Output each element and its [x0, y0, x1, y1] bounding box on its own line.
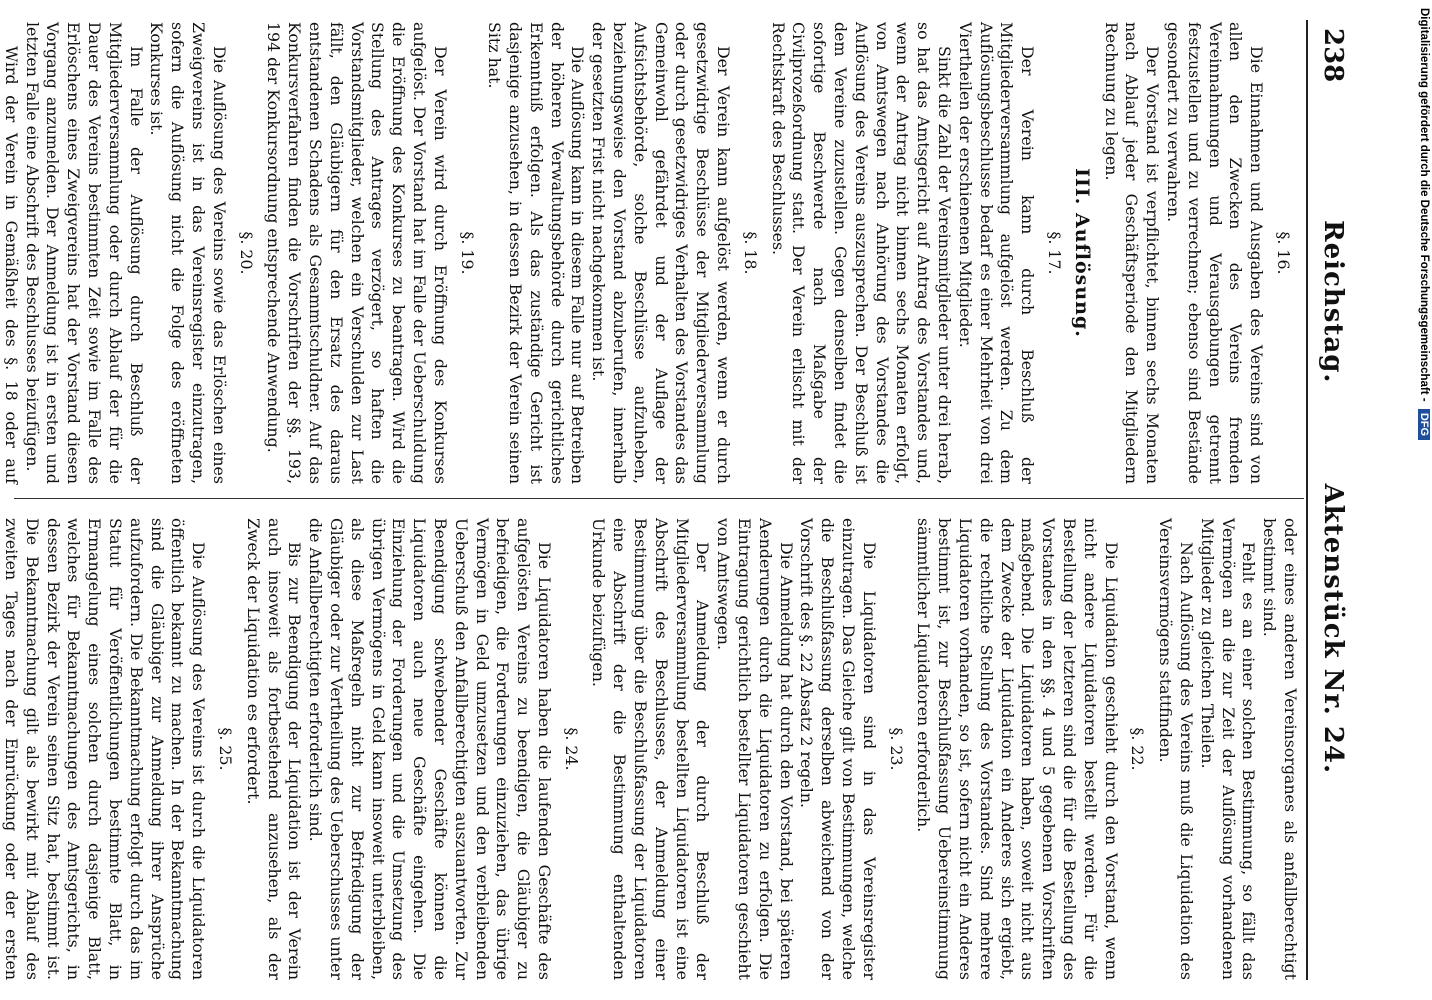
section-heading: §. 25.	[215, 727, 235, 771]
paragraph: Der Vorstand ist verpflichtet, binnen sechs Monaten nach Ablauf jeder Geschäftsperiode den Mitgliedern Rechnung zu legen.	[1101, 22, 1163, 484]
paragraph: Der Verein kann aufgelöst werden, wenn er durch gesetzwidrige Beschlüsse der Mitgliederversammlung oder durch gesetzwidriges Verhalten des Vorstandes das Gemeinwohl gefährdet und der Auflage der Aufsichtsbehörde, solche Beschlüsse aufzuheben, beziehungsweise den Vorstand abzuberufen, innerhalb der gesetzten Frist nicht nachgekommen ist.	[589, 22, 734, 484]
section-heading: §. 17.	[1045, 231, 1065, 275]
paragraph: Die Auflösung kann in diesem Falle nur auf Betreiben der höheren Verwaltungsbehörde durch gerichtliches Erkenntniß erfolgen. Als das zuständige Gericht ist dasjenige anzusehen, in dessen Bezirk der Verein seinen Sitz hat.	[485, 22, 588, 484]
section-heading: §. 18.	[740, 231, 760, 275]
paragraph: Die Liquidatoren sind in das Vereinsregister einzutragen. Das Gleiche gilt von Bestimmungen, welche die Beschlußfassung derselben abweichend von der Vorschrift des §. 22 Absatz 2 regeln.	[797, 518, 879, 980]
paragraph: Sinkt die Zahl der Vereinsmitglieder unter drei herab, so hat das Amtsgericht auf Antrag des Vorstandes und, wenn der Antrag nicht binnen sechs Monaten erfolgt, von Amtswegen nach Anhörung des Vorstandes die Auflösung des Vereins auszusprechen. Der Beschluß ist dem Vereine zuzustellen. Gegen denselben findet die sofortige Beschwerde nach Maßgabe der Civilprozeßordnung statt. Der Verein erlischt mit der Rechtskraft des Beschlusses.	[768, 22, 955, 484]
paragraph: Die Liquidation geschieht durch den Vorstand, wenn nicht andere Liquidatoren bestellt werden. Für die Bestellung der letzteren sind die für die Bestellung des Vorstandes in den §§. 4 und 5 gegebenen Vorschriften maßgebend. Die Liquidatoren haben, soweit nicht aus dem Zwecke der Liquidation ein Anderes sich ergiebt, die rechtliche Stellung des Vorstandes. Sind mehrere Liquidatoren vorhanden, so ist, sofern nicht ein Anderes bestimmt ist, zur Beschlußfassung Uebereinstimmung sämmtlicher Liquidatoren erforderlich.	[914, 518, 1121, 980]
paragraph: Die Auflösung des Vereins sowie das Erlöschen eines Zweigvereins ist in das Vereinsregister einzutragen, sofern die Auflösung nicht die Folge des eröffneten Konkurses ist.	[147, 22, 229, 484]
section-heading: §. 19.	[457, 231, 477, 275]
credit-text-wrapper	[1418, 8, 1430, 440]
paragraph: Die Anmeldung hat durch den Vorstand, bei späteren Aenderungen durch die Liquidatoren zu erfolgen. Die Eintragung gerichtlich bestellter Liquidatoren geschieht von Amtswegen.	[714, 518, 796, 980]
paragraph: Der Anmeldung der durch Beschluß der Mitgliederversammlung bestellten Liquidatoren ist eine Abschrift des Beschlusses, der Anmeldung einer Bestimmung über die Beschlußfassung der Liquidatoren eine Abschrift der die Bestimmung enthaltenden Urkunde beizufügen.	[589, 518, 713, 980]
credit-text: Digitalisierung gefördert durch die Deutsche Forschungsgemeinschaft -	[1418, 8, 1430, 402]
part-heading: III. Auflösung.	[1070, 168, 1093, 338]
paragraph: Die Liquidatoren haben die laufenden Geschäfte des aufgelösten Vereins zu beendigen, die Gläubiger zu befriedigen, die Forderungen einzuziehen, das übrige Vermögen in Geld umzusetzen und den verbleibenden Ueberschuß den Anfallberechtigten auszuantworten. Zur Beendigung schwebender Geschäfte können die Liquidatoren auch neue Geschäfte eingehen. Die Einziehung der Forderungen und die Umsetzung des übrigen Vermögens in Geld kann insoweit unterbleiben, als diese Maßregeln nicht zur Befriedigung der Gläubiger oder zur Vertheilung des Ueberschusses unter die Anfallberechtigten erforderlich sind.	[306, 518, 554, 980]
running-head	[1318, 220, 1348, 920]
column-divider	[14, 498, 1304, 499]
paragraph: Die Auflösung des Vereins ist durch die Liquidatoren öffentlich bekannt zu machen. In der Bekanntmachung sind die Gläubiger zur Anmeldung ihrer Ansprüche aufzufordern. Die Bekanntmachung erfolgt durch das im Statut für Veröffentlichungen bestimmte Blatt, in Ermangelung eines solchen durch dasjenige Blatt, welches für Bekanntmachungen des Amtsgerichts, in dessen Bezirk der Verein seinen Sitz hat, bestimmt ist. Die Bekanntmachung gilt als bewirkt mit Ablauf des zweiten Tages nach der Einrückung oder der ersten	[1, 518, 209, 980]
section-heading: §. 24.	[561, 727, 581, 771]
paragraph: Der Verein kann durch Beschluß der Mitgliederversammlung aufgelöst werden. Zu dem Auflösungsbeschlusse bedarf es einer Mehrheit von drei Viertheilen der erschienenen Mitglieder.	[955, 22, 1038, 484]
section-heading: §. 22.	[1128, 727, 1148, 771]
paragraph: Fehlt es an einer solchen Bestimmung, so fällt das Vermögen an die zur Zeit der Auflösung vorhandenen Mitglieder zu gleichen Theilen.	[1197, 518, 1259, 980]
running-head-left: Reichstag.	[1318, 220, 1348, 384]
left-column	[1, 22, 1300, 484]
paragraph: oder eines anderen Vereinsorganes als anfallberechtigt bestimmt sind.	[1260, 518, 1300, 980]
section-heading: §. 20.	[236, 231, 256, 275]
right-column	[1, 518, 1300, 980]
dfg-logo: DFG	[1418, 409, 1430, 440]
running-head-right: Aktenstück Nr. 24.	[1318, 483, 1348, 775]
page-number: 238	[1318, 28, 1348, 83]
paragraph: Im Falle der Auflösung durch Beschluß der Mitgliederversammlung oder durch Ablauf der für die Dauer des Vereins bestimmten Zeit sowie im Falle des Erlöschens eines Zweigvereins hat der Vorstand diesen Vorgang anzumelden. Der Anmeldung ist in ersten und letzten Falle eine Abschrift des Beschlusses beizufügen.	[22, 22, 146, 484]
paragraph: Die Einnahmen und Ausgaben des Vereins sind von allen den Zwecken des Vereins fremden Vereinnahmungen und Verausgabungen getrennt festzustellen und zu verrechnen; ebenso sind Bestände gesondert zu verwahren.	[1164, 22, 1267, 484]
digitization-credit	[1400, 0, 1432, 1000]
header-rule	[1306, 20, 1308, 980]
paragraph: Bis zur Beendigung der Liquidation ist der Verein auch insoweit als fortbestehend anzusehen, als der Zweck der Liquidation es erfordert.	[243, 518, 305, 980]
paragraph: Der Verein wird durch Eröffnung des Konkurses aufgelöst. Der Vorstand hat im Falle der Ueberschuldung die Eröffnung des Konkurses zu beantragen. Wird die Stellung des Antrages verzögert, so haften die Vorstandsmitglieder, welchen ein Verschulden zur Last fällt, den Gläubigern für den Ersatz des daraus entstandenen Schadens als Gesammtschuldner. Auf das Konkursverfahren finden die Vorschriften der §§. 193, 194 der Konkursordnung entsprechende Anwendung.	[264, 22, 450, 484]
paragraph: Wird der Verein in Gemäßheit des §. 18 oder auf	[1, 46, 21, 484]
section-heading: §. 23.	[886, 727, 906, 771]
paragraph: Nach Auflösung des Vereins muß die Liquidation des Vereinsvermögens stattfinden.	[1156, 518, 1197, 980]
section-heading: §. 16.	[1274, 231, 1293, 275]
